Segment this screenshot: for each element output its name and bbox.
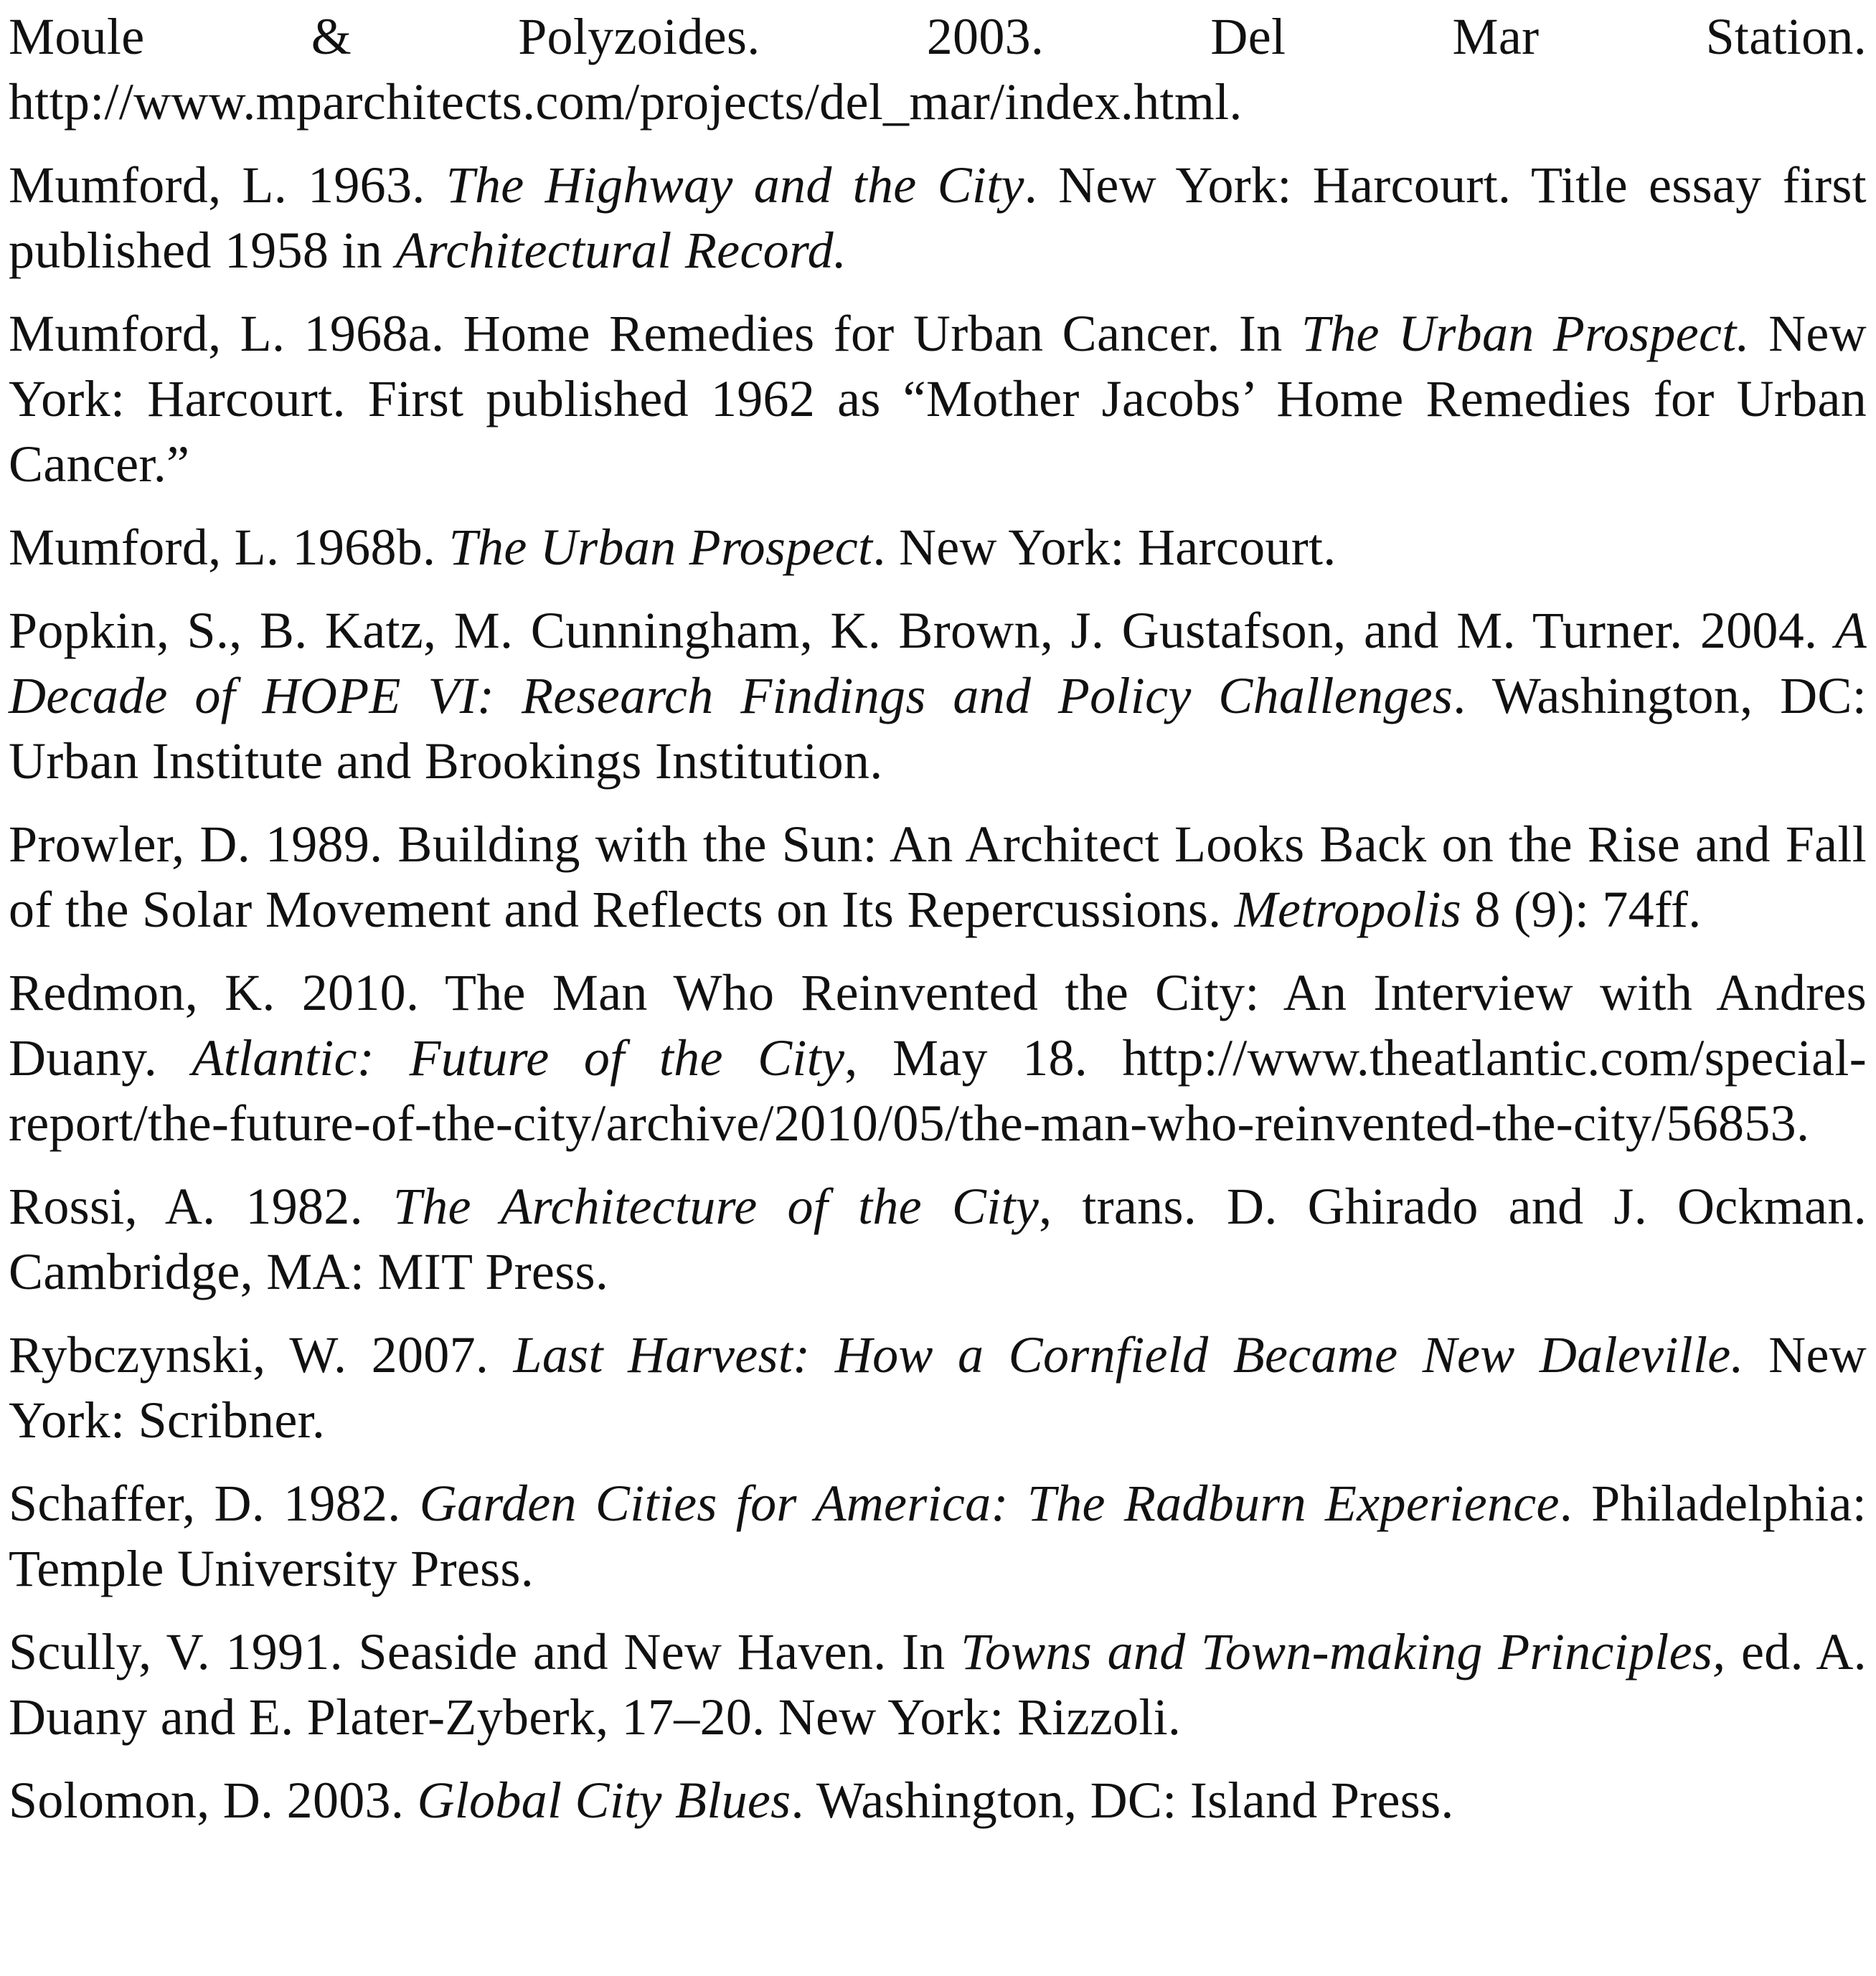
reference-text: ed. A. Duany and E. Plater-Zyberk, 17–20. New York: Rizzoli. <box>9 1623 1867 1746</box>
reference-text: . Washington, DC: Urban Institute and Brookings Institution. <box>9 667 1867 790</box>
reference-title: Last Harvest: How a Cornfield Became New Daleville. <box>513 1326 1744 1384</box>
reference-text: New York: Harcourt. First published 1962 as “Mother Jacobs’ Home Remedies for Urban Cancer.” <box>9 305 1867 493</box>
reference-entry-prowler <box>9 812 1867 942</box>
reference-entry-mumford-1968a <box>9 301 1867 497</box>
reference-text: . New York: Harcourt. <box>872 519 1337 576</box>
reference-text: . Washington, DC: Island Press. <box>791 1772 1454 1829</box>
reference-title: The Urban Prospect. <box>1301 305 1750 362</box>
reference-title: Architectural Record. <box>395 222 847 279</box>
reference-entry-schaffer <box>9 1471 1867 1602</box>
reference-title: The Highway and the City <box>446 156 1024 214</box>
reference-text: Scully, V. 1991. Seaside and New Haven. In <box>9 1623 961 1680</box>
reference-list <box>9 4 1867 1833</box>
reference-entry-rossi <box>9 1174 1867 1305</box>
reference-text: , May 18. http://www.theatlantic.com/special-report/the-future-of-the-city/archive/2010/05/the-man-who-reinvented-the-city/56853. <box>9 1029 1867 1152</box>
reference-text: Schaffer, D. 1982. <box>9 1475 420 1532</box>
reference-text: 8 (9): 74ff. <box>1461 881 1702 938</box>
reference-entry-mumford-1968b <box>9 515 1867 580</box>
reference-text: Rybczynski, W. 2007. <box>9 1326 514 1384</box>
reference-text: Moule & Polyzoides. 2003. Del Mar Station. http://www.mparchitects.com/projects/del_mar/index.html. <box>9 8 1867 131</box>
reference-title: The Urban Prospect <box>448 519 873 576</box>
reference-text: New York: Scribner. <box>9 1326 1867 1449</box>
reference-title: Towns and Town-making Principles, <box>961 1623 1726 1680</box>
reference-title: The Architecture of the City <box>392 1178 1040 1235</box>
reference-text: Prowler, D. 1989. Building with the Sun: An Architect Looks Back on the Rise and Fall of the Solar Movement and Reflects on Its Repercussions. <box>9 816 1867 938</box>
reference-text: Solomon, D. 2003. <box>9 1772 418 1829</box>
reference-text: . Philadelphia: Temple University Press. <box>9 1475 1867 1597</box>
reference-text: Mumford, L. 1963. <box>9 156 446 214</box>
reference-entry-solomon <box>9 1768 1867 1833</box>
reference-entry-moule <box>9 4 1867 135</box>
reference-text: Rossi, A. 1982. <box>9 1178 393 1235</box>
reference-text: , trans. D. Ghirado and J. Ockman. Cambridge, MA: MIT Press. <box>9 1178 1867 1300</box>
reference-entry-popkin <box>9 598 1867 794</box>
reference-title: A Decade of HOPE VI: Research Findings and Policy Challenges <box>9 602 1867 724</box>
reference-title: Garden Cities for America: The Radburn Experience <box>419 1475 1560 1532</box>
reference-title: Metropolis <box>1234 881 1462 938</box>
reference-title: Global City Blues <box>417 1772 791 1829</box>
reference-text: . New York: Harcourt. Title essay first published 1958 in <box>9 156 1867 279</box>
reference-text: Mumford, L. 1968a. Home Remedies for Urban Cancer. In <box>9 305 1301 362</box>
reference-entry-rybczynski <box>9 1323 1867 1453</box>
reference-entry-scully <box>9 1620 1867 1750</box>
reference-page <box>9 0 1867 1976</box>
reference-entry-mumford-1963 <box>9 153 1867 283</box>
reference-text: Popkin, S., B. Katz, M. Cunningham, K. Brown, J. Gustafson, and M. Turner. 2004. <box>9 602 1835 659</box>
reference-title: Atlantic: Future of the City <box>192 1029 845 1087</box>
reference-text: Mumford, L. 1968b. <box>9 519 449 576</box>
reference-entry-redmon <box>9 960 1867 1156</box>
reference-text: Redmon, K. 2010. The Man Who Reinvented the City: An Interview with Andres Duany. <box>9 964 1867 1087</box>
